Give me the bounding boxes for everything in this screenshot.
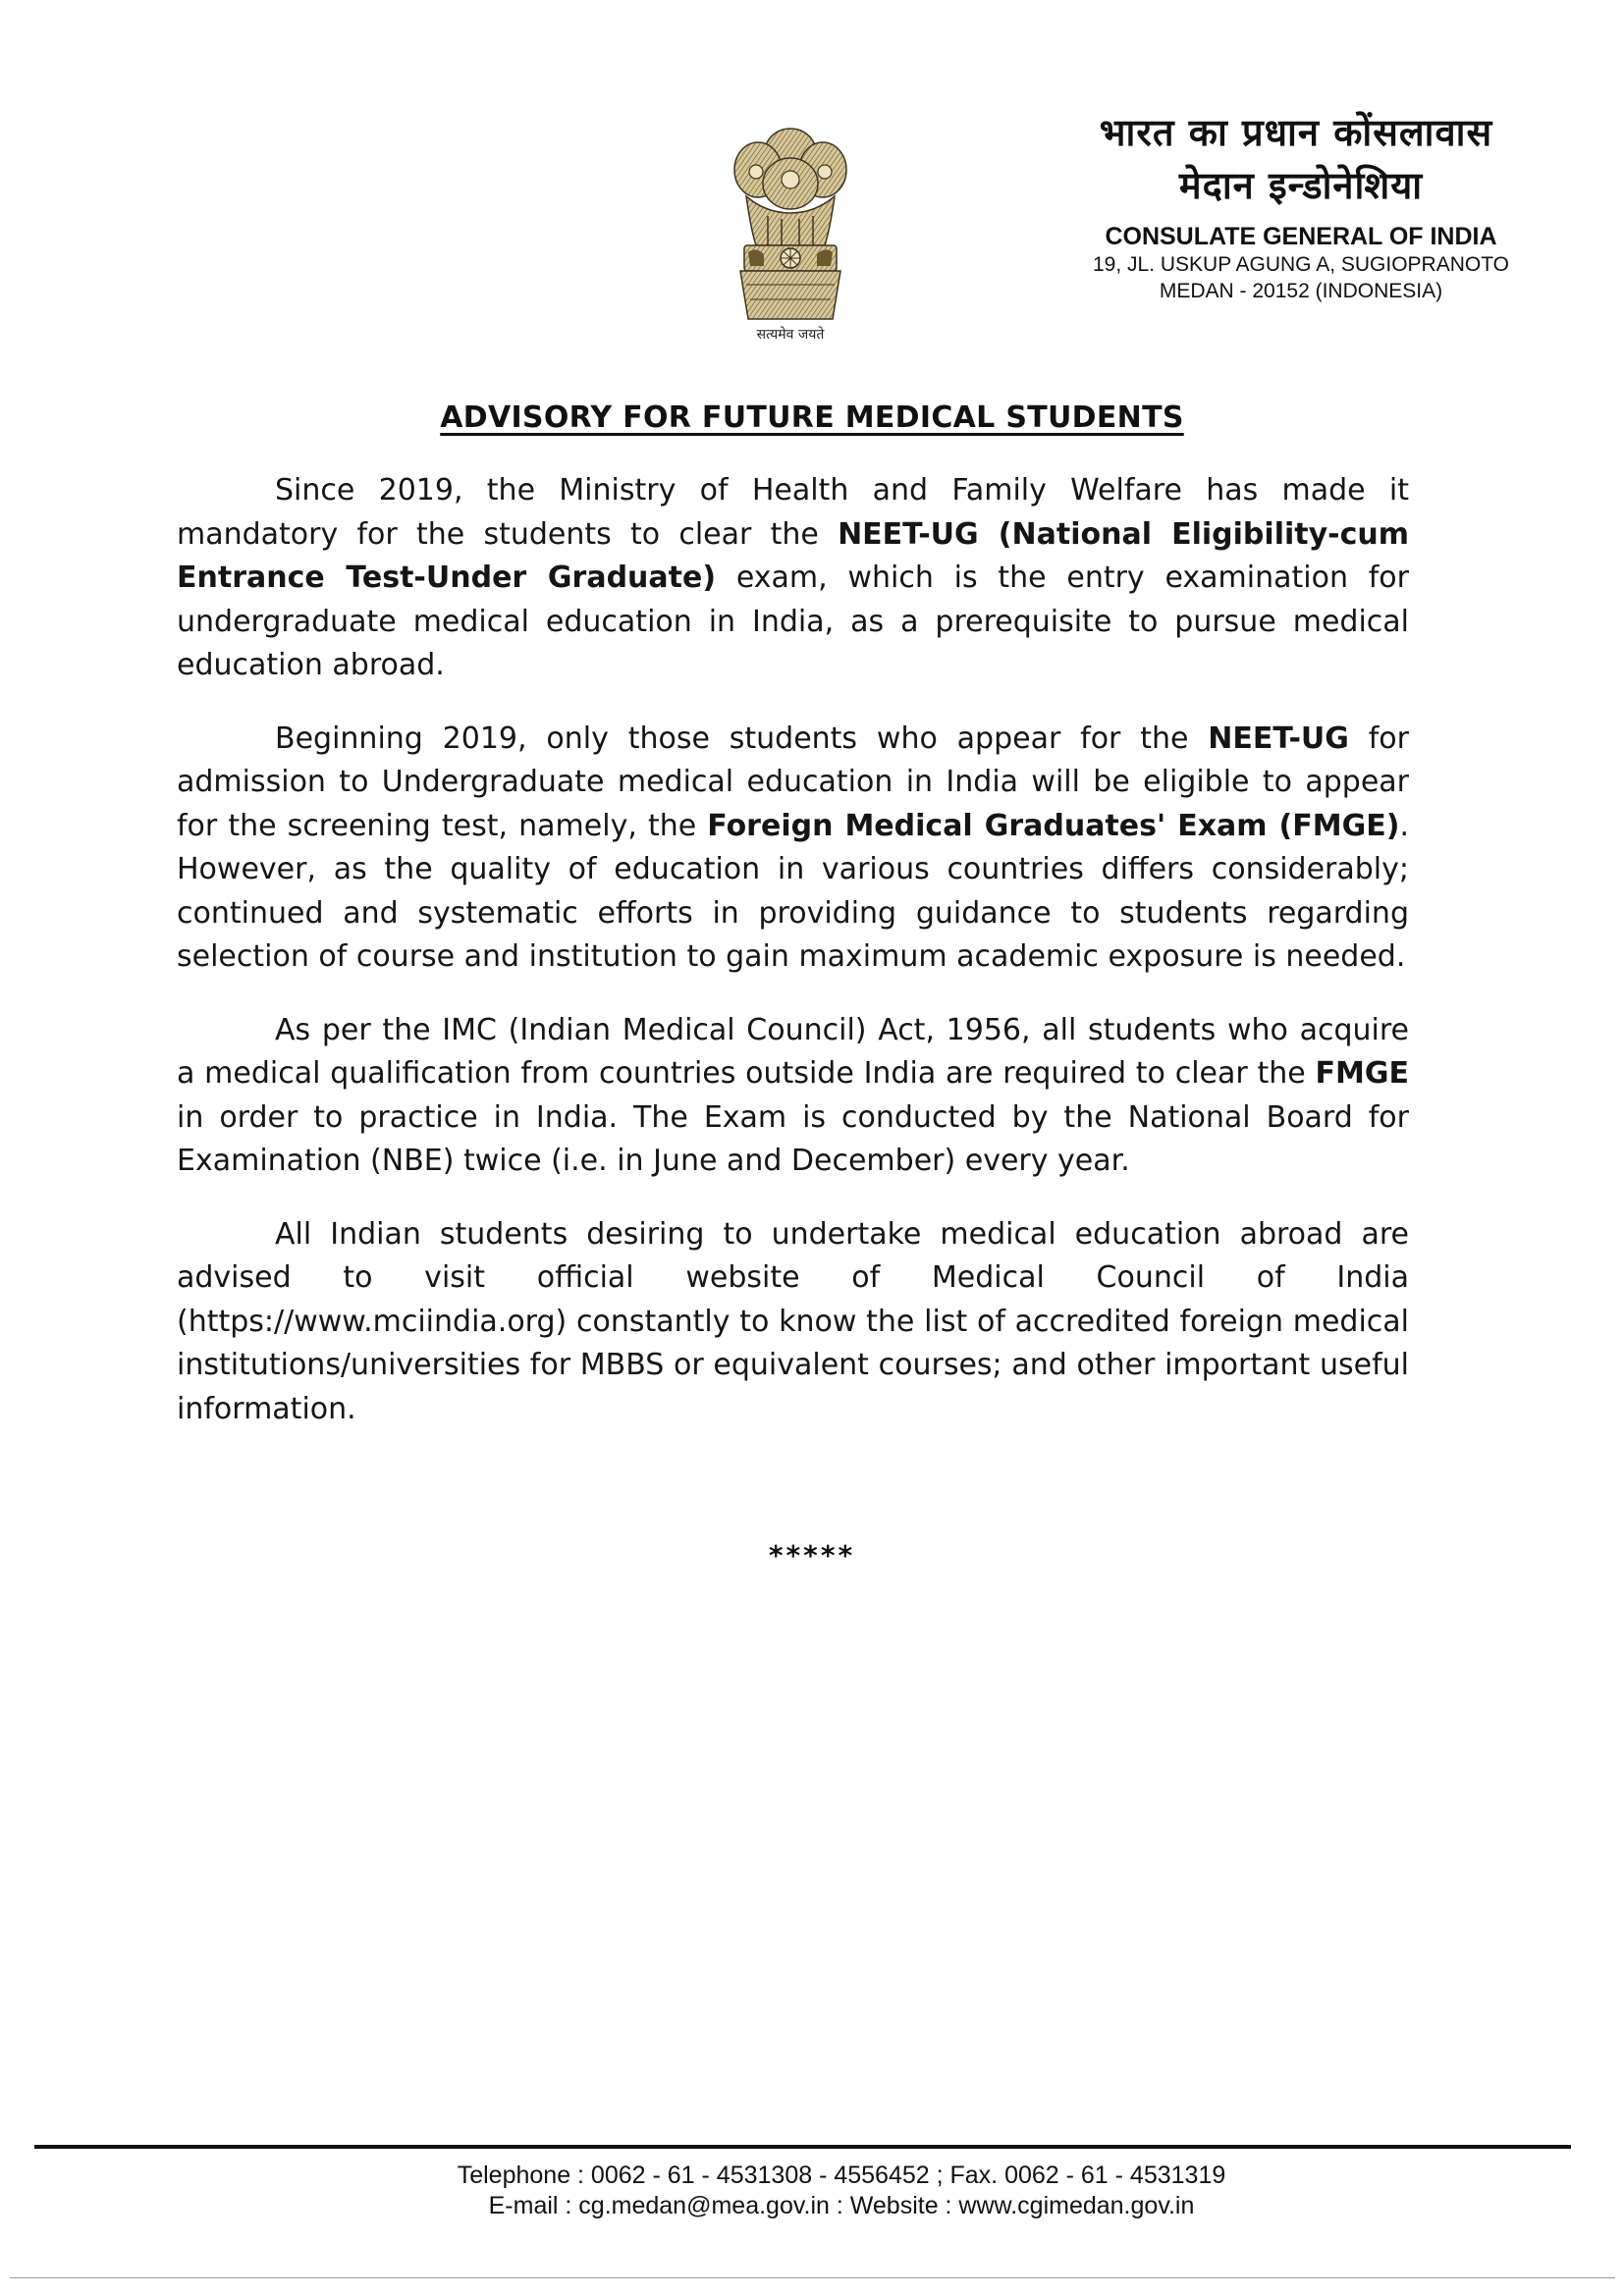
svg-text:सत्यमेव जयते: सत्यमेव जयते bbox=[756, 327, 825, 343]
consulate-name-hindi: भारत का प्रधान कोंसलावास bbox=[1099, 111, 1493, 154]
bold-text: FMGE bbox=[1315, 1056, 1409, 1091]
paragraph-3 bbox=[177, 1009, 1409, 1184]
location-hindi: मेदान इन्डोनेशिया bbox=[1178, 164, 1424, 207]
bold-text: NEET-UG (National Eligibility-cum Entrance Test-Under Graduate) bbox=[177, 516, 1410, 595]
text-run: Since 2019, the Ministry of Health and Family Welfare has made it mandatory for the students to clear the bbox=[177, 473, 1409, 552]
text-run: All Indian students desiring to undertake medical education abroad are advised to visit official website of Medical Council of India (https://www.mciindia.org) constantly to know the list of accredited foreign medical institutions/universities for MBBS or equivalent courses; and other important useful information. bbox=[177, 1216, 1409, 1426]
end-separator: ***** bbox=[768, 1539, 856, 1572]
text-run: for admission to Undergraduate medical education in India will be eligible to appear for the screening test, namely, the bbox=[177, 721, 1409, 843]
text-run: in order to practice in India. The Exam is conducted by the National Board for Examination (NBE) twice (i.e. in June and December) every year. bbox=[177, 1099, 1409, 1178]
document-title: ADVISORY FOR FUTURE MEDICAL STUDENTS bbox=[440, 400, 1184, 435]
text-run: exam, which is the entry examination for undergraduate medical education in India, as a prerequisite to pursue medical education abroad. bbox=[177, 561, 1409, 682]
address-line-2: MEDAN - 20152 (INDONESIA) bbox=[1159, 280, 1443, 302]
national-emblem-icon bbox=[717, 123, 864, 344]
text-run: As per the IMC (Indian Medical Council) Act, 1956, all students who acquire a medical qualification from countries outside India are required to clear the bbox=[177, 1012, 1409, 1091]
bold-text: NEET-UG bbox=[1208, 721, 1349, 756]
address-line-1: 19, JL. USKUP AGUNG A, SUGIOPRANOTO bbox=[1092, 253, 1510, 276]
footer-email-website: E-mail : cg.medan@mea.gov.in : Website : www.cgimedan.gov.in bbox=[488, 2192, 1195, 2219]
footer-contact bbox=[0, 2161, 1624, 2221]
paragraph-2 bbox=[177, 718, 1409, 980]
footer-divider bbox=[34, 2145, 1571, 2149]
paragraph-4 bbox=[177, 1213, 1409, 1432]
letterhead bbox=[1026, 106, 1537, 304]
page-bottom-edge bbox=[10, 2277, 1615, 2278]
advisory-body bbox=[177, 469, 1409, 1461]
consulate-name: CONSULATE GENERAL OF INDIA bbox=[1105, 223, 1497, 250]
paragraph-1 bbox=[177, 469, 1409, 688]
footer-telephone-fax: Telephone : 0062 - 61 - 4531308 - 4556452 ; Fax. 0062 - 61 - 4531319 bbox=[457, 2162, 1226, 2189]
text-run: Beginning 2019, only those students who appear for the bbox=[275, 721, 1209, 756]
text-run: . However, as the quality of education in various countries differs considerably; continued and systematic efforts in providing guidance to students regarding selection of course and institution to gain maximum academic exposure is needed. bbox=[177, 808, 1409, 974]
bold-text: Foreign Medical Graduates' Exam (FMGE) bbox=[707, 808, 1400, 843]
